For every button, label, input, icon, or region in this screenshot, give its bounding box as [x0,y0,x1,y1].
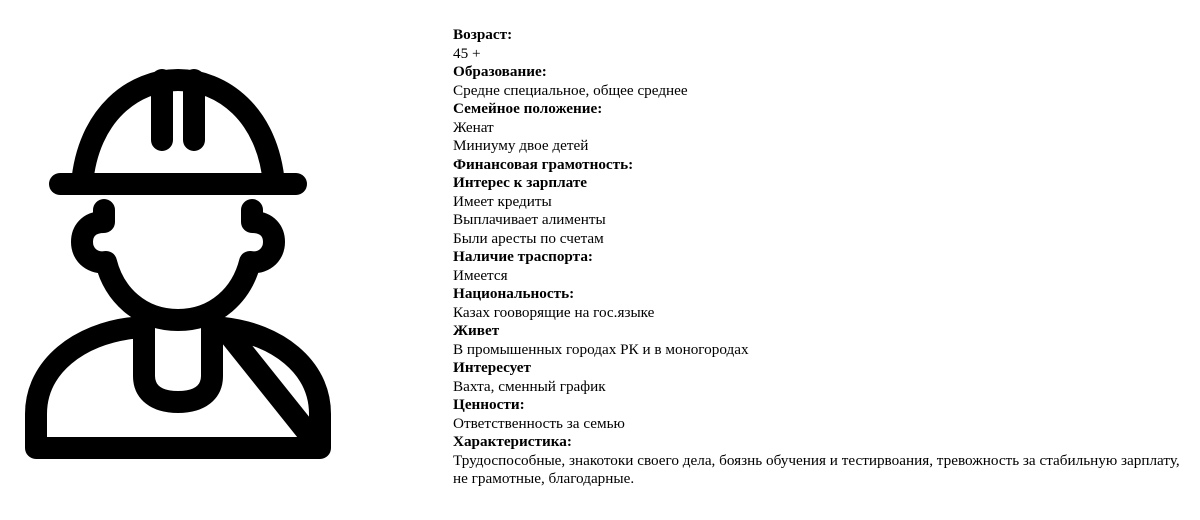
worker-hardhat-icon [22,62,334,462]
salary-alimony-value: Выплачивает алименты [453,211,606,228]
age-label: Возраст: [453,26,513,43]
nationality-value: Казах гооворящие на гос.языке [453,303,655,321]
salary-arrests-value: Были аресты по счетам [453,229,604,247]
family-children-value: Миниуму двое детей [453,137,589,154]
interests-label: Интересует [453,359,532,376]
finance-label: Финансовая грамотность: [453,155,634,173]
salary-credits-value: Имеет кредиты [453,192,552,210]
worker-profile [453,26,1193,489]
salary-interest-label: Интерес к зарплате [453,174,588,191]
family-value: Женат [453,118,494,136]
nationality-label: Национальность: [453,285,575,302]
values-value: Ответственность за семью [453,414,625,432]
lives-label: Живет [453,322,500,339]
transport-label: Наличие траспорта: [453,248,593,265]
traits-value: Трудоспособные, знакотоки своего дела, боязнь обучения и тестирвоания, тревожность за стабильную зарплату, не грамотные, благодарные. [453,451,1180,487]
traits-label: Характеристика: [453,433,572,450]
lives-value: В промышенных городах РК и в моногородах [453,340,749,358]
interests-value: Вахта, сменный график [453,377,606,395]
education-value: Средне специальное, общее среднее [453,81,688,99]
values-label: Ценности: [453,396,525,413]
education-label: Образование: [453,63,547,80]
family-label: Семейное положение: [453,100,603,117]
age-value: 45 + [453,44,481,62]
transport-value: Имеется [453,266,508,284]
